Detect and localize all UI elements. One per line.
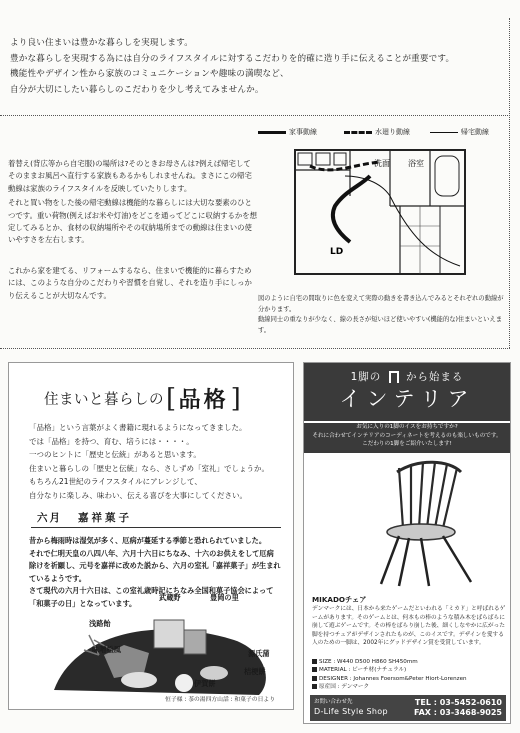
label-genji: 源氏蒲 — [248, 649, 270, 658]
paragraph-shopping-flow: それと買い物をした後の帰宅動線は機能的な暮らしには大切な要素のひとつです。重い荷物(例えばお米や灯油)をどこを通ってどこに収納するかを想定してみるとか、食材の収納場所やその収納場所までの動線は住まいの使いやすさを左右します。 — [8, 198, 258, 245]
chair-icon — [389, 371, 399, 383]
hinkaku-intro: 「品格」という言葉がよく書籍に現れるようになってきました。 では「品格」を持つ、育む、培うには・・・・。 一つのヒントに「歴史と伝統」があると思います。 住まいと暮らしの「歴史と伝統」なら、さしずめ「室礼」でしょうか。 もちろん21世紀のライフスタイルにアレンジして、 自分なりに楽しみ、味わい、伝える喜びを大事にしてください。 — [29, 423, 269, 500]
shop-fax: FAX : 03-3468-9025 — [414, 708, 502, 717]
legend-return: 帰宅動線 — [430, 127, 489, 137]
kasho-explanation: 昔から梅雨時は湿気が多く、厄病が蔓延する季節と恐れられていました。 それで仁明天皇の八四八年、六月十六日にちなみ、十六のお供えをして厄病 除けを祈願し、元号を嘉祥に改めた説から、六月の室礼「嘉祥菓子」が生まれ ているようです。 さて現代の六月十六日は、この室礼歳時記にちなみ全国和菓子協会によって 「和菓子の日」となっています。 — [29, 536, 281, 608]
interior-ad — [303, 362, 511, 724]
paragraph-conclusion: これから家を建てる、リフォームするなら、住まいで機能的に暮らすためには、このような自分のこだわりや習慣を自覚し、それを造り手にしっかり伝えることが大切なんです。 — [8, 265, 252, 300]
thin-line-icon — [430, 132, 458, 133]
label-musashino: 武蔵野 — [159, 593, 181, 602]
ad-title: インテリア — [339, 387, 475, 411]
intro-text — [10, 36, 500, 98]
bullet-square-icon — [312, 684, 317, 689]
solid-line-icon — [258, 131, 286, 134]
intro-line-3: 機能性やデザイン性から家族のコミュニケーションや趣味の満喫など、 — [10, 69, 289, 79]
ad-header: 1脚の から始まる インテリア — [304, 363, 510, 421]
ld-label: LD — [330, 247, 344, 257]
intro-line-2: 豊かな暮らしを実現する為には自分のライフスタイルに対するこだわりを的確に造り手に伝えることが重要です。 — [10, 53, 455, 64]
june-heading: 六月 嘉祥菓子 — [37, 512, 132, 524]
sweets-photo — [34, 595, 290, 703]
heading-underline — [31, 527, 281, 528]
right-dotted-border — [509, 18, 510, 348]
label-miso: 味噌松風 — [92, 645, 121, 654]
label-asaji: 浅路飴 — [89, 619, 111, 628]
mikado-chair-image — [359, 458, 499, 588]
hinkaku-title: 住まいと暮らしの [ 品格 ] — [44, 383, 242, 414]
label-kikyo: 桔梗餅 — [244, 667, 266, 676]
floor-plan-caption: 図のように自宅の間取りに色を変えて実際の動きを書き込んでみるとそれぞれの動線が分かります。 動線同士の重なりが少なく、線の長さが短いほど使いやすい(機能的な)住まいといえます。 — [258, 295, 504, 334]
section-divider-top — [0, 115, 510, 116]
sweets-caption: 恒子様 : 茶の湯四方山話 : 和菓子の日より — [165, 697, 275, 703]
bullet-square-icon — [312, 659, 317, 664]
product-description: デンマークには、日本から来たゲームだといわれる「ミカド」と呼ばれるゲームがあります。そのゲームとは、何本もの棒のような積み木をばらばらに崩して遊ぶゲームです。その棒をばらり崩した後、細くしなやかに広がった脚を持つチェアがデザインされたものが、このイスです。デザインを愛する人のための一脚は、2002年にグッドデザイン賞を受賞しています。 — [312, 606, 506, 646]
legend-water: 水廻り動線 — [344, 127, 410, 137]
label-hoorai: 豊岡の里 — [210, 593, 239, 602]
intro-line-4: 自分が大切にしたい暮らしのこだわりを少し考えてみませんか。 — [10, 84, 264, 95]
ad-subtitle: お気に入りの1脚のイスをお持ちですか? それに合わせてインテリアのコーディネートを考えるのも楽しいものです。 こだわりの1脚をご紹介いたします! — [304, 423, 510, 453]
label-iga: 伊賀餅 — [194, 679, 216, 688]
shop-name: D-Life Style Shop — [314, 707, 388, 716]
flow-explanation — [8, 158, 258, 304]
product-specs: SIZE : W440 D500 H860 SH450mm MATERIAL : ビーチ材(ナチュラル) DESIGNER : Johannes Foersom&Peter Hiort-Lorenzen 原産国 : デンマーク — [312, 658, 467, 691]
hinkaku-panel — [8, 362, 294, 710]
washroom-label: 洗面 — [374, 159, 390, 168]
paragraph-return-flow: 着替え(背広等から自宅服)の場所は?そのときお母さんは?例えば帰宅してそのままお風呂へ直行する家族もあるかもしれませんね。まさにこの帰宅動線は家族のライフスタイルを反映していたりします。 — [8, 159, 252, 193]
intro-line-1: より良い住まいは豊かな暮らしを実現します。 — [10, 38, 193, 48]
bullet-square-icon — [312, 676, 317, 681]
legend-housework: 家事動線 — [258, 127, 317, 137]
section-divider-bottom — [0, 348, 510, 349]
product-title: MIKADOチェア — [312, 595, 367, 604]
flow-legend — [258, 127, 508, 141]
shop-contact: お問い合わせ先 D-Life Style Shop TEL : 03-5452-0610 FAX : 03-3468-9025 — [310, 695, 506, 721]
floor-plan — [290, 146, 470, 278]
bath-label: 浴室 — [408, 159, 424, 168]
shop-tel: TEL : 03-5452-0610 — [414, 698, 502, 707]
bullet-square-icon — [312, 667, 317, 672]
dashed-line-icon — [344, 131, 372, 134]
